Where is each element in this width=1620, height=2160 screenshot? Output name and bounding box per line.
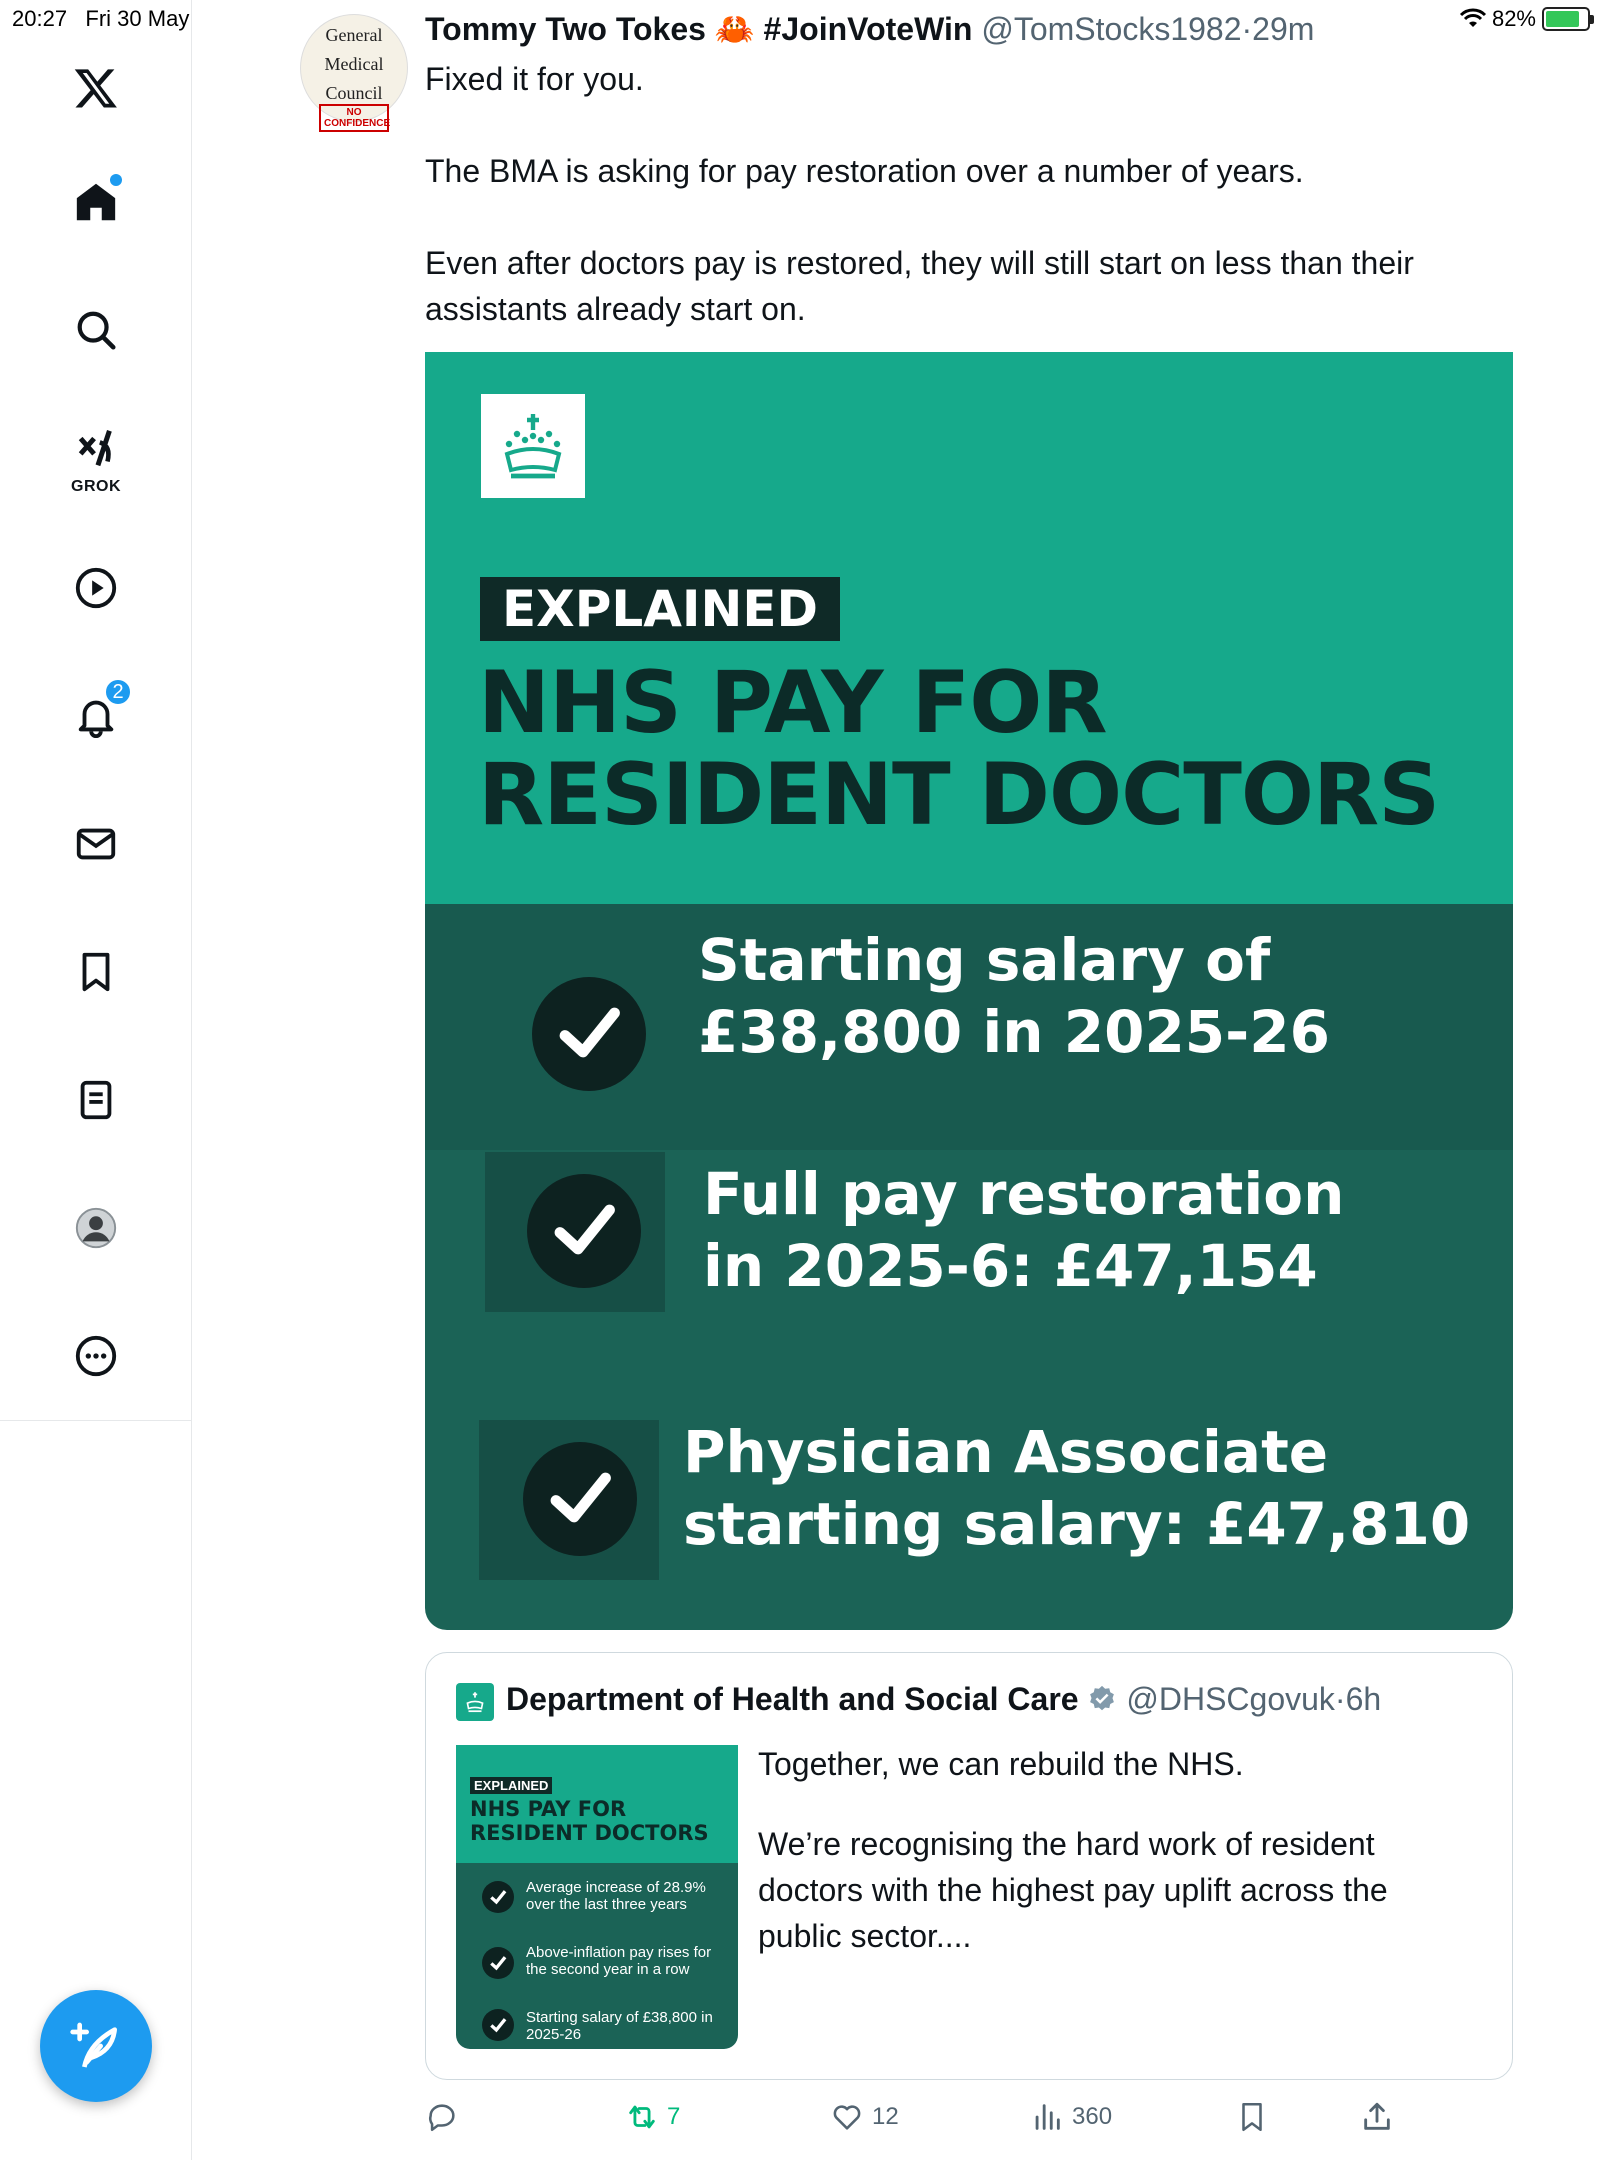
image-item-2 <box>703 1158 1344 1302</box>
battery-icon <box>1542 7 1590 31</box>
check-icon <box>482 2009 514 2041</box>
wifi-icon <box>1460 9 1486 29</box>
quoted-header-separator: · <box>1334 1681 1346 1717</box>
quoted-header <box>506 1681 1381 1718</box>
repost-icon <box>625 2100 659 2134</box>
quoted-time: 6h <box>1345 1681 1382 1717</box>
heart-icon <box>830 2100 864 2134</box>
tweet-paragraph: Fixed it for you. <box>425 61 644 97</box>
sidebar-divider <box>0 1420 192 1421</box>
quoted-image-item: Above-inflation pay rises for the second year in a row <box>526 1944 712 1978</box>
tweet-paragraph: The BMA is asking for pay restoration over a number of years. <box>425 153 1304 189</box>
quoted-image-title <box>470 1797 709 1845</box>
video-icon[interactable] <box>66 558 126 618</box>
messages-icon[interactable] <box>66 814 126 874</box>
quoted-image-title-line2: RESIDENT DOCTORS <box>470 1821 709 1845</box>
status-bar-right <box>1460 6 1590 32</box>
avatar-line1: General <box>325 25 383 45</box>
avatar-stamp: NO CONFIDENCE <box>319 104 389 132</box>
header-separator: · <box>1241 11 1253 47</box>
check-icon <box>523 1442 637 1556</box>
quoted-image-item: Average increase of 28.9% over the last three years <box>526 1879 706 1913</box>
like-count: 12 <box>872 2103 899 2130</box>
tweet-action-bar <box>425 2100 1425 2140</box>
more-icon[interactable] <box>66 1326 126 1386</box>
image-item-1-line1: Starting salary of <box>698 926 1271 994</box>
profile-avatar-icon[interactable] <box>66 1198 126 1258</box>
repost-count: 7 <box>667 2103 681 2130</box>
avatar-line2: Medical <box>324 54 384 74</box>
check-icon <box>527 1174 641 1288</box>
image-item-3-line1: Physician Associate <box>683 1418 1329 1486</box>
image-tag: EXPLAINED <box>480 577 840 641</box>
grok-label: GROK <box>71 478 121 495</box>
share-icon <box>1360 2100 1394 2134</box>
image-item-1-line2: £38,800 in 2025-26 <box>698 998 1330 1066</box>
crown-logo-icon <box>481 394 585 498</box>
notifications-badge: 2 <box>104 678 132 706</box>
author-handle[interactable]: @TomStocks1982 <box>981 11 1242 47</box>
image-item-2-line2: in 2025-6: £47,154 <box>703 1232 1318 1300</box>
check-icon <box>482 1947 514 1979</box>
compose-post-button[interactable] <box>40 1990 152 2102</box>
views-icon <box>1030 2100 1064 2134</box>
quoted-image <box>456 1745 738 2049</box>
compose-feather-icon <box>68 2018 124 2074</box>
x-logo-icon[interactable] <box>66 58 126 118</box>
quoted-paragraph: Together, we can rebuild the NHS. <box>758 1746 1244 1782</box>
image-title-line2: RESIDENT DOCTORS <box>478 745 1440 845</box>
battery-fill <box>1546 11 1579 27</box>
tweet-header <box>425 10 1314 48</box>
sidebar-nav <box>0 0 192 2160</box>
quoted-image-title-line1: NHS PAY FOR <box>470 1797 627 1821</box>
quoted-tweet[interactable] <box>425 1652 1513 2080</box>
verified-badge-icon <box>1087 1684 1117 1714</box>
tweet-body <box>425 56 1535 378</box>
image-title-line1: NHS PAY FOR <box>478 653 1107 753</box>
share-button[interactable] <box>1360 2100 1394 2134</box>
bookmark-icon <box>1235 2100 1269 2134</box>
home-icon[interactable] <box>66 172 126 232</box>
quoted-body <box>758 1741 1478 1993</box>
check-icon <box>482 1881 514 1913</box>
repost-button[interactable] <box>625 2100 680 2134</box>
image-title <box>478 653 1440 845</box>
status-date: Fri 30 May <box>85 6 190 31</box>
tweet-time[interactable]: 29m <box>1252 11 1315 47</box>
notifications-icon[interactable] <box>66 680 126 746</box>
lists-icon[interactable] <box>66 1070 126 1130</box>
status-time: 20:27 <box>12 6 68 31</box>
image-item-1 <box>698 924 1330 1068</box>
author-avatar[interactable] <box>300 14 408 129</box>
check-icon <box>532 977 646 1091</box>
quoted-image-item: Starting salary of £38,800 in 2025-26 <box>526 2009 713 2043</box>
views-count: 360 <box>1072 2103 1113 2130</box>
battery-percent: 82% <box>1491 6 1536 31</box>
image-item-3 <box>683 1416 1470 1560</box>
bookmark-button[interactable] <box>1235 2100 1269 2134</box>
image-item-3-line2: starting salary: £47,810 <box>683 1490 1471 1558</box>
dhsc-avatar-icon <box>456 1683 494 1721</box>
home-unread-dot <box>110 174 122 186</box>
grok-icon[interactable] <box>66 420 126 480</box>
quoted-author-handle: @DHSCgovuk <box>1126 1681 1335 1717</box>
tweet-paragraph: Even after doctors pay is restored, they will still start on less than their assistants already start on. <box>425 245 1414 327</box>
bookmarks-icon[interactable] <box>66 942 126 1002</box>
tweet-image[interactable] <box>425 352 1513 1630</box>
search-icon[interactable] <box>66 300 126 360</box>
quoted-author-name: Department of Health and Social Care <box>506 1681 1079 1717</box>
image-item-2-line1: Full pay restoration <box>703 1160 1345 1228</box>
avatar-line3: Council <box>325 83 383 103</box>
reply-icon <box>425 2100 459 2134</box>
quoted-paragraph: We’re recognising the hard work of resident doctors with the highest pay uplift across the public sector.... <box>758 1826 1388 1954</box>
quoted-image-tag: EXPLAINED <box>470 1777 552 1794</box>
views-button[interactable] <box>1030 2100 1112 2134</box>
like-button[interactable] <box>830 2100 899 2134</box>
reply-button[interactable] <box>425 2100 467 2134</box>
author-name[interactable]: Tommy Two Tokes 🦀 #JoinVoteWin <box>425 11 973 47</box>
